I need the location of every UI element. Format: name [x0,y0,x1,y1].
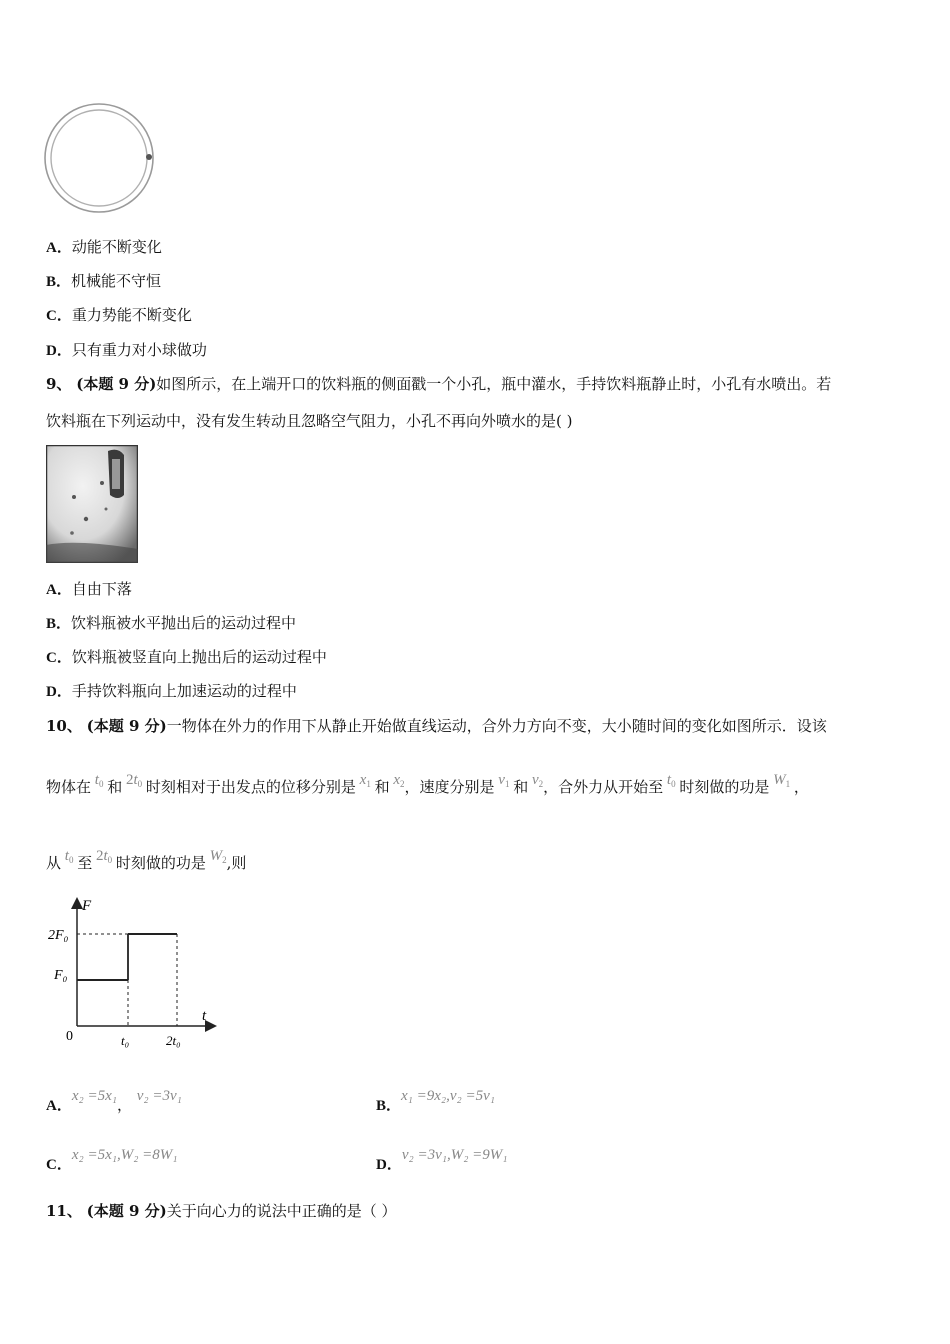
q10-option-a[interactable]: A．x₂ =5x₁， v₂ =3v₁ [46,1088,182,1114]
q9-stem-line1: 9、 (本题 9 分)如图所示，在上端开口的饮料瓶的侧面戳一个小孔，瓶中灌水，手持饮料瓶静止时，小孔有水喷出。若 [46,375,832,393]
q9-option-a[interactable]: A．自由下落 [46,580,132,598]
x2-symbol: $x_2$ [389,772,405,789]
force-time-graph [44,892,224,1052]
v1-symbol: $v_1$ [494,772,510,789]
x-tick-t0: t₀ [121,1033,130,1048]
q9-stem-line2: 饮料瓶在下列运动中，没有发生转动且忽略空气阻力，小孔不再向外喷水的是( ) [46,412,573,430]
q10-option-c[interactable]: C．x₂ =5x₁,W₂ =8W₁ [46,1147,178,1173]
2t0-symbol: $2t_0$ [125,772,143,789]
q9-option-c[interactable]: C．饮料瓶被竖直向上抛出后的运动过程中 [46,648,327,666]
ring-track-figure [40,100,160,220]
q10-stem-line1: 10、 (本题 9 分)一物体在外力的作用下从静止开始做直线运动，合外力方向不变，大小随时间的变化如图所示．设该 [46,717,827,735]
q8-option-d[interactable]: D．只有重力对小球做功 [46,341,207,359]
x-tick-2t0: 2t₀ [166,1033,181,1048]
q10-stem-line2: 物体在 $t_0$ 和 $2t_0$ 时刻相对于出发点的位移分别是 $x_1$ 和 $x_2$，速度分别是 $v_1$ 和 $v_2$，合外力从开始至 $t_0$ 时刻做的功是 $W_1$ ， [46,772,809,796]
q8-option-c[interactable]: C．重力势能不断变化 [46,306,192,324]
t0-symbol: $t_0$ [663,772,676,789]
origin-label: 0 [66,1029,73,1044]
y-tick-f0: F₀ [54,968,68,983]
q10-option-b[interactable]: B．x₁ =9x₂,v₂ =5v₁ [376,1088,496,1114]
q10-option-d[interactable]: D．v₂ =3v₁,W₂ =9W₁ [376,1147,508,1173]
2t0-symbol: $2t_0$ [95,848,113,865]
bottle-photo-figure [46,445,138,563]
ball-icon [146,154,152,160]
t0-symbol: $t_0$ [91,772,104,789]
y-tick-2f0: 2F₀ [48,928,69,943]
q9-option-b[interactable]: B．饮料瓶被水平抛出后的运动过程中 [46,614,297,632]
t0-symbol: $t_0$ [61,848,74,865]
q9-option-d[interactable]: D．手持饮料瓶向上加速运动的过程中 [46,682,297,700]
q8-option-b[interactable]: B．机械能不守恒 [46,272,162,290]
x-axis-label: t [202,1008,207,1024]
q11-stem: 11、 (本题 9 分)关于向心力的说法中正确的是（ ） [46,1202,397,1220]
q10-stem-line3: 从 $t_0$ 至 $2t_0$ 时刻做的功是 $W_2$,则 [46,848,247,872]
w2-symbol: $W_2$ [205,848,227,865]
x1-symbol: $x_1$ [355,772,371,789]
q8-option-a[interactable]: A．动能不断变化 [46,238,162,256]
w1-symbol: $W_1$ [769,772,791,789]
v2-symbol: $v_2$ [528,772,544,789]
y-axis-label: F [82,898,92,914]
